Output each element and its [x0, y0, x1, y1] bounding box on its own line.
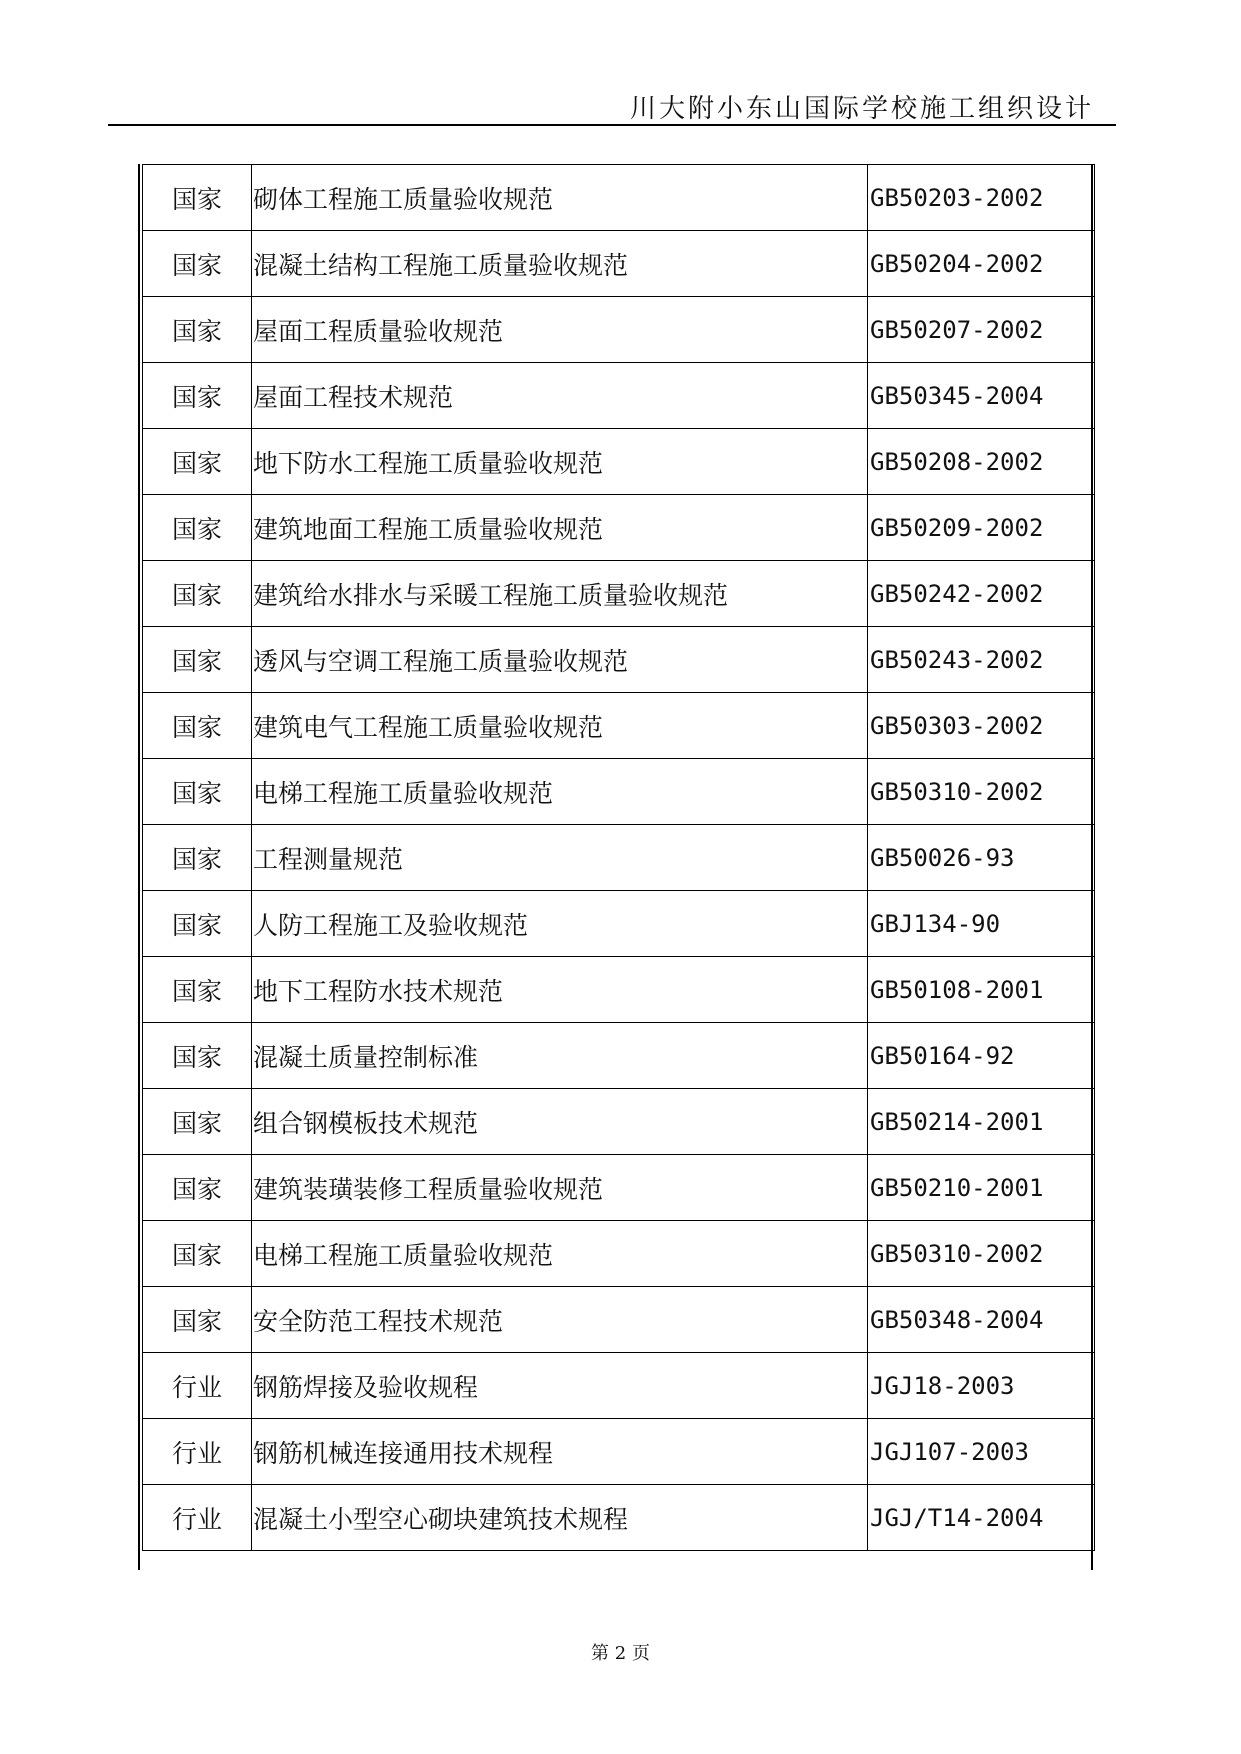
page-header	[108, 84, 1116, 126]
standard-level-cell: 国家	[143, 759, 252, 825]
table-row	[143, 627, 1095, 693]
standard-level-cell: 国家	[143, 1023, 252, 1089]
standard-level-cell: 国家	[143, 627, 252, 693]
standard-code-cell: GB50164-92	[868, 1023, 1095, 1089]
standard-code-cell: GB50243-2002	[868, 627, 1095, 693]
document-title: 川大附小东山国际学校施工组织设计	[629, 94, 1094, 124]
standard-code-cell: GB50026-93	[868, 825, 1095, 891]
table-row	[143, 1353, 1095, 1419]
table-row	[143, 891, 1095, 957]
table-row	[143, 1287, 1095, 1353]
table-row	[143, 1155, 1095, 1221]
standard-name-cell: 地下工程防水技术规范	[252, 957, 868, 1023]
table-row	[143, 693, 1095, 759]
standard-level-cell: 国家	[143, 891, 252, 957]
standard-name-cell: 建筑地面工程施工质量验收规范	[252, 495, 868, 561]
standard-name-cell: 电梯工程施工质量验收规范	[252, 1221, 868, 1287]
table-row	[143, 957, 1095, 1023]
standard-name-cell: 组合钢模板技术规范	[252, 1089, 868, 1155]
table-row	[143, 1221, 1095, 1287]
table-row	[143, 825, 1095, 891]
table-row	[143, 231, 1095, 297]
standard-name-cell: 屋面工程技术规范	[252, 363, 868, 429]
standard-name-cell: 混凝土质量控制标准	[252, 1023, 868, 1089]
standard-name-cell: 钢筋焊接及验收规程	[252, 1353, 868, 1419]
table-row	[143, 1023, 1095, 1089]
standard-name-cell: 砌体工程施工质量验收规范	[252, 165, 868, 231]
standard-level-cell: 国家	[143, 957, 252, 1023]
table-row	[143, 759, 1095, 825]
standard-level-cell: 国家	[143, 165, 252, 231]
standard-level-cell: 行业	[143, 1485, 252, 1551]
standard-name-cell: 工程测量规范	[252, 825, 868, 891]
standard-name-cell: 建筑装璜装修工程质量验收规范	[252, 1155, 868, 1221]
standard-level-cell: 国家	[143, 363, 252, 429]
standard-code-cell: GB50310-2002	[868, 1221, 1095, 1287]
table-row	[143, 1089, 1095, 1155]
table-row	[143, 495, 1095, 561]
table-row	[143, 1485, 1095, 1551]
page-number: 第 2 页	[591, 1643, 650, 1664]
standard-name-cell: 混凝土小型空心砌块建筑技术规程	[252, 1485, 868, 1551]
standard-name-cell: 混凝土结构工程施工质量验收规范	[252, 231, 868, 297]
table-row	[143, 297, 1095, 363]
standard-code-cell: GB50214-2001	[868, 1089, 1095, 1155]
standard-level-cell: 国家	[143, 693, 252, 759]
standard-code-cell: JGJ107-2003	[868, 1419, 1095, 1485]
standard-level-cell: 国家	[143, 1221, 252, 1287]
standard-code-cell: GB50348-2004	[868, 1287, 1095, 1353]
standard-level-cell: 国家	[143, 1155, 252, 1221]
standard-name-cell: 建筑给水排水与采暖工程施工质量验收规范	[252, 561, 868, 627]
standard-name-cell: 电梯工程施工质量验收规范	[252, 759, 868, 825]
standard-code-cell: GB50203-2002	[868, 165, 1095, 231]
standard-name-cell: 人防工程施工及验收规范	[252, 891, 868, 957]
standard-name-cell: 地下防水工程施工质量验收规范	[252, 429, 868, 495]
standard-code-cell: GB50108-2001	[868, 957, 1095, 1023]
standard-code-cell: GBJ134-90	[868, 891, 1095, 957]
standard-level-cell: 国家	[143, 825, 252, 891]
standard-code-cell: GB50210-2001	[868, 1155, 1095, 1221]
standard-level-cell: 国家	[143, 429, 252, 495]
standard-name-cell: 安全防范工程技术规范	[252, 1287, 868, 1353]
table-row	[143, 561, 1095, 627]
standard-level-cell: 国家	[143, 231, 252, 297]
standard-name-cell: 钢筋机械连接通用技术规程	[252, 1419, 868, 1485]
standard-level-cell: 国家	[143, 297, 252, 363]
table-row	[143, 363, 1095, 429]
standard-code-cell: GB50208-2002	[868, 429, 1095, 495]
standard-code-cell: JGJ18-2003	[868, 1353, 1095, 1419]
table-row	[143, 165, 1095, 231]
standard-level-cell: 国家	[143, 1287, 252, 1353]
standard-level-cell: 国家	[143, 1089, 252, 1155]
standard-code-cell: GB50310-2002	[868, 759, 1095, 825]
standard-code-cell: GB50209-2002	[868, 495, 1095, 561]
standard-code-cell: GB50207-2002	[868, 297, 1095, 363]
standard-level-cell: 行业	[143, 1353, 252, 1419]
standards-table	[142, 164, 1095, 1551]
standard-code-cell: GB50204-2002	[868, 231, 1095, 297]
standard-code-cell: GB50242-2002	[868, 561, 1095, 627]
standard-code-cell: GB50345-2004	[868, 363, 1095, 429]
standard-level-cell: 国家	[143, 561, 252, 627]
standard-name-cell: 屋面工程质量验收规范	[252, 297, 868, 363]
table-row	[143, 429, 1095, 495]
standard-code-cell: GB50303-2002	[868, 693, 1095, 759]
table-row	[143, 1419, 1095, 1485]
standard-level-cell: 国家	[143, 495, 252, 561]
standards-table-body	[143, 165, 1095, 1551]
standard-name-cell: 透风与空调工程施工质量验收规范	[252, 627, 868, 693]
standard-name-cell: 建筑电气工程施工质量验收规范	[252, 693, 868, 759]
standard-level-cell: 行业	[143, 1419, 252, 1485]
standard-code-cell: JGJ/T14-2004	[868, 1485, 1095, 1551]
